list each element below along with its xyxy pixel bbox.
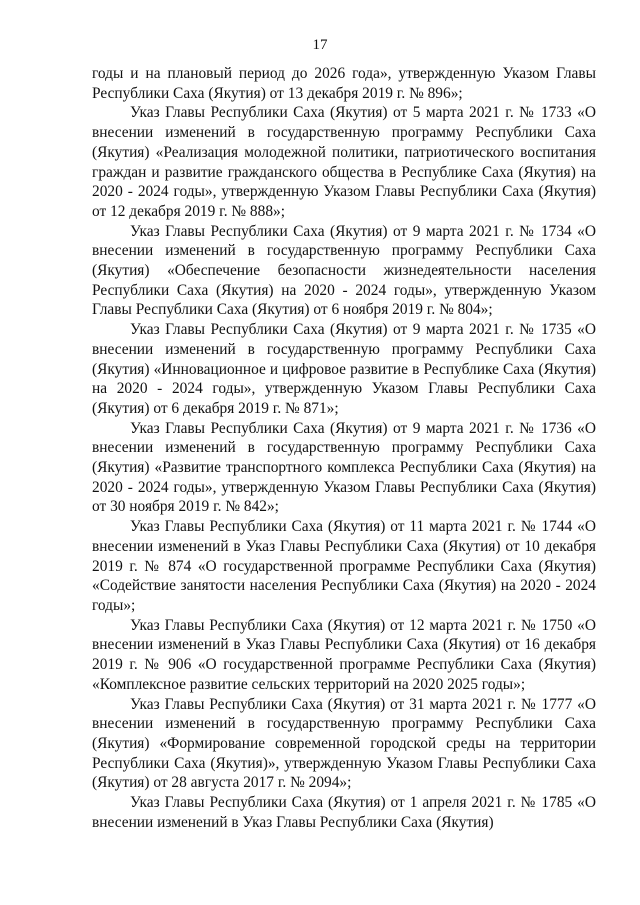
paragraph-decree-1736: Указ Главы Республики Саха (Якутия) от 9 марта 2021 г. № 1736 «О внесении изменений в государственную программу Республики Саха (Якутия) «Развитие транспортного комплекса Республики Саха (Якутия) на 2020 - 2024 годы», утвержденную Указом Главы Республики Саха (Якутия) от 30 ноября 2019 г. № 842»; xyxy=(92,419,596,516)
paragraph-continuation: годы и на плановый период до 2026 года», утвержденную Указом Главы Республики Саха (Якутия) от 13 декабря 2019 г. № 896»; xyxy=(92,65,596,102)
paragraph-decree-1785: Указ Главы Республики Саха (Якутия) от 1 апреля 2021 г. № 1785 «О внесении изменений в Указ Главы Республики Саха (Якутия) xyxy=(92,794,596,831)
paragraph-decree-1733: Указ Главы Республики Саха (Якутия) от 5 марта 2021 г. № 1733 «О внесении изменений в государственную программу Республики Саха (Якутия) «Реализация молодежной политики, патриотического воспитания граждан и развитие гражданского общества в Республике Саха (Якутия) на 2020 - 2024 годы», утвержденную Указом Главы Республики Саха (Якутия) от 12 декабря 2019 г. № 888»; xyxy=(92,104,596,220)
paragraph-decree-1735: Указ Главы Республики Саха (Якутия) от 9 марта 2021 г. № 1735 «О внесении изменений в государственную программу Республики Саха (Якутия) «Инновационное и цифровое развитие в Республике Саха (Якутия) на 2020 - 2024 годы», утвержденную Указом Главы Республики Саха (Якутия) от 6 декабря 2019 г. № 871»; xyxy=(92,321,596,417)
document-body xyxy=(92,64,596,832)
paragraph-decree-1744: Указ Главы Республики Саха (Якутия) от 11 марта 2021 г. № 1744 «О внесении изменений в Указ Главы Республики Саха (Якутия) от 10 декабря 2019 г. № 874 «О государственной программе Республики Саха (Якутия) «Содействие занятости населения Республики Саха (Якутия) на 2020 - 2024 годы»; xyxy=(92,518,596,614)
paragraph-decree-1750: Указ Главы Республики Саха (Якутия) от 12 марта 2021 г. № 1750 «О внесении изменений в Указ Главы Республики Саха (Якутия) от 16 декабря 2019 г. № 906 «О государственной программе Республики Саха (Якутия) «Комплексное развитие сельских территорий на 2020 2025 годы»; xyxy=(92,616,596,693)
page-number: 17 xyxy=(312,37,328,53)
paragraph-decree-1777: Указ Главы Республики Саха (Якутия) от 31 марта 2021 г. № 1777 «О внесении изменений в государственную программу Республики Саха (Якутия) «Формирование современной городской среды на территории Республики Саха (Якутия)», утвержденную Указом Главы Республики Саха (Якутия) от 28 августа 2017 г. № 2094»; xyxy=(92,695,596,792)
paragraph-decree-1734: Указ Главы Республики Саха (Якутия) от 9 марта 2021 г. № 1734 «О внесении изменений в государственную программу Республики Саха (Якутия) «Обеспечение безопасности жизнедеятельности населения Республики Саха (Якутия) на 2020 - 2024 годы», утвержденную Указом Главы Республики Саха (Якутия) от 6 ноября 2019 г. № 804»; xyxy=(92,222,596,319)
